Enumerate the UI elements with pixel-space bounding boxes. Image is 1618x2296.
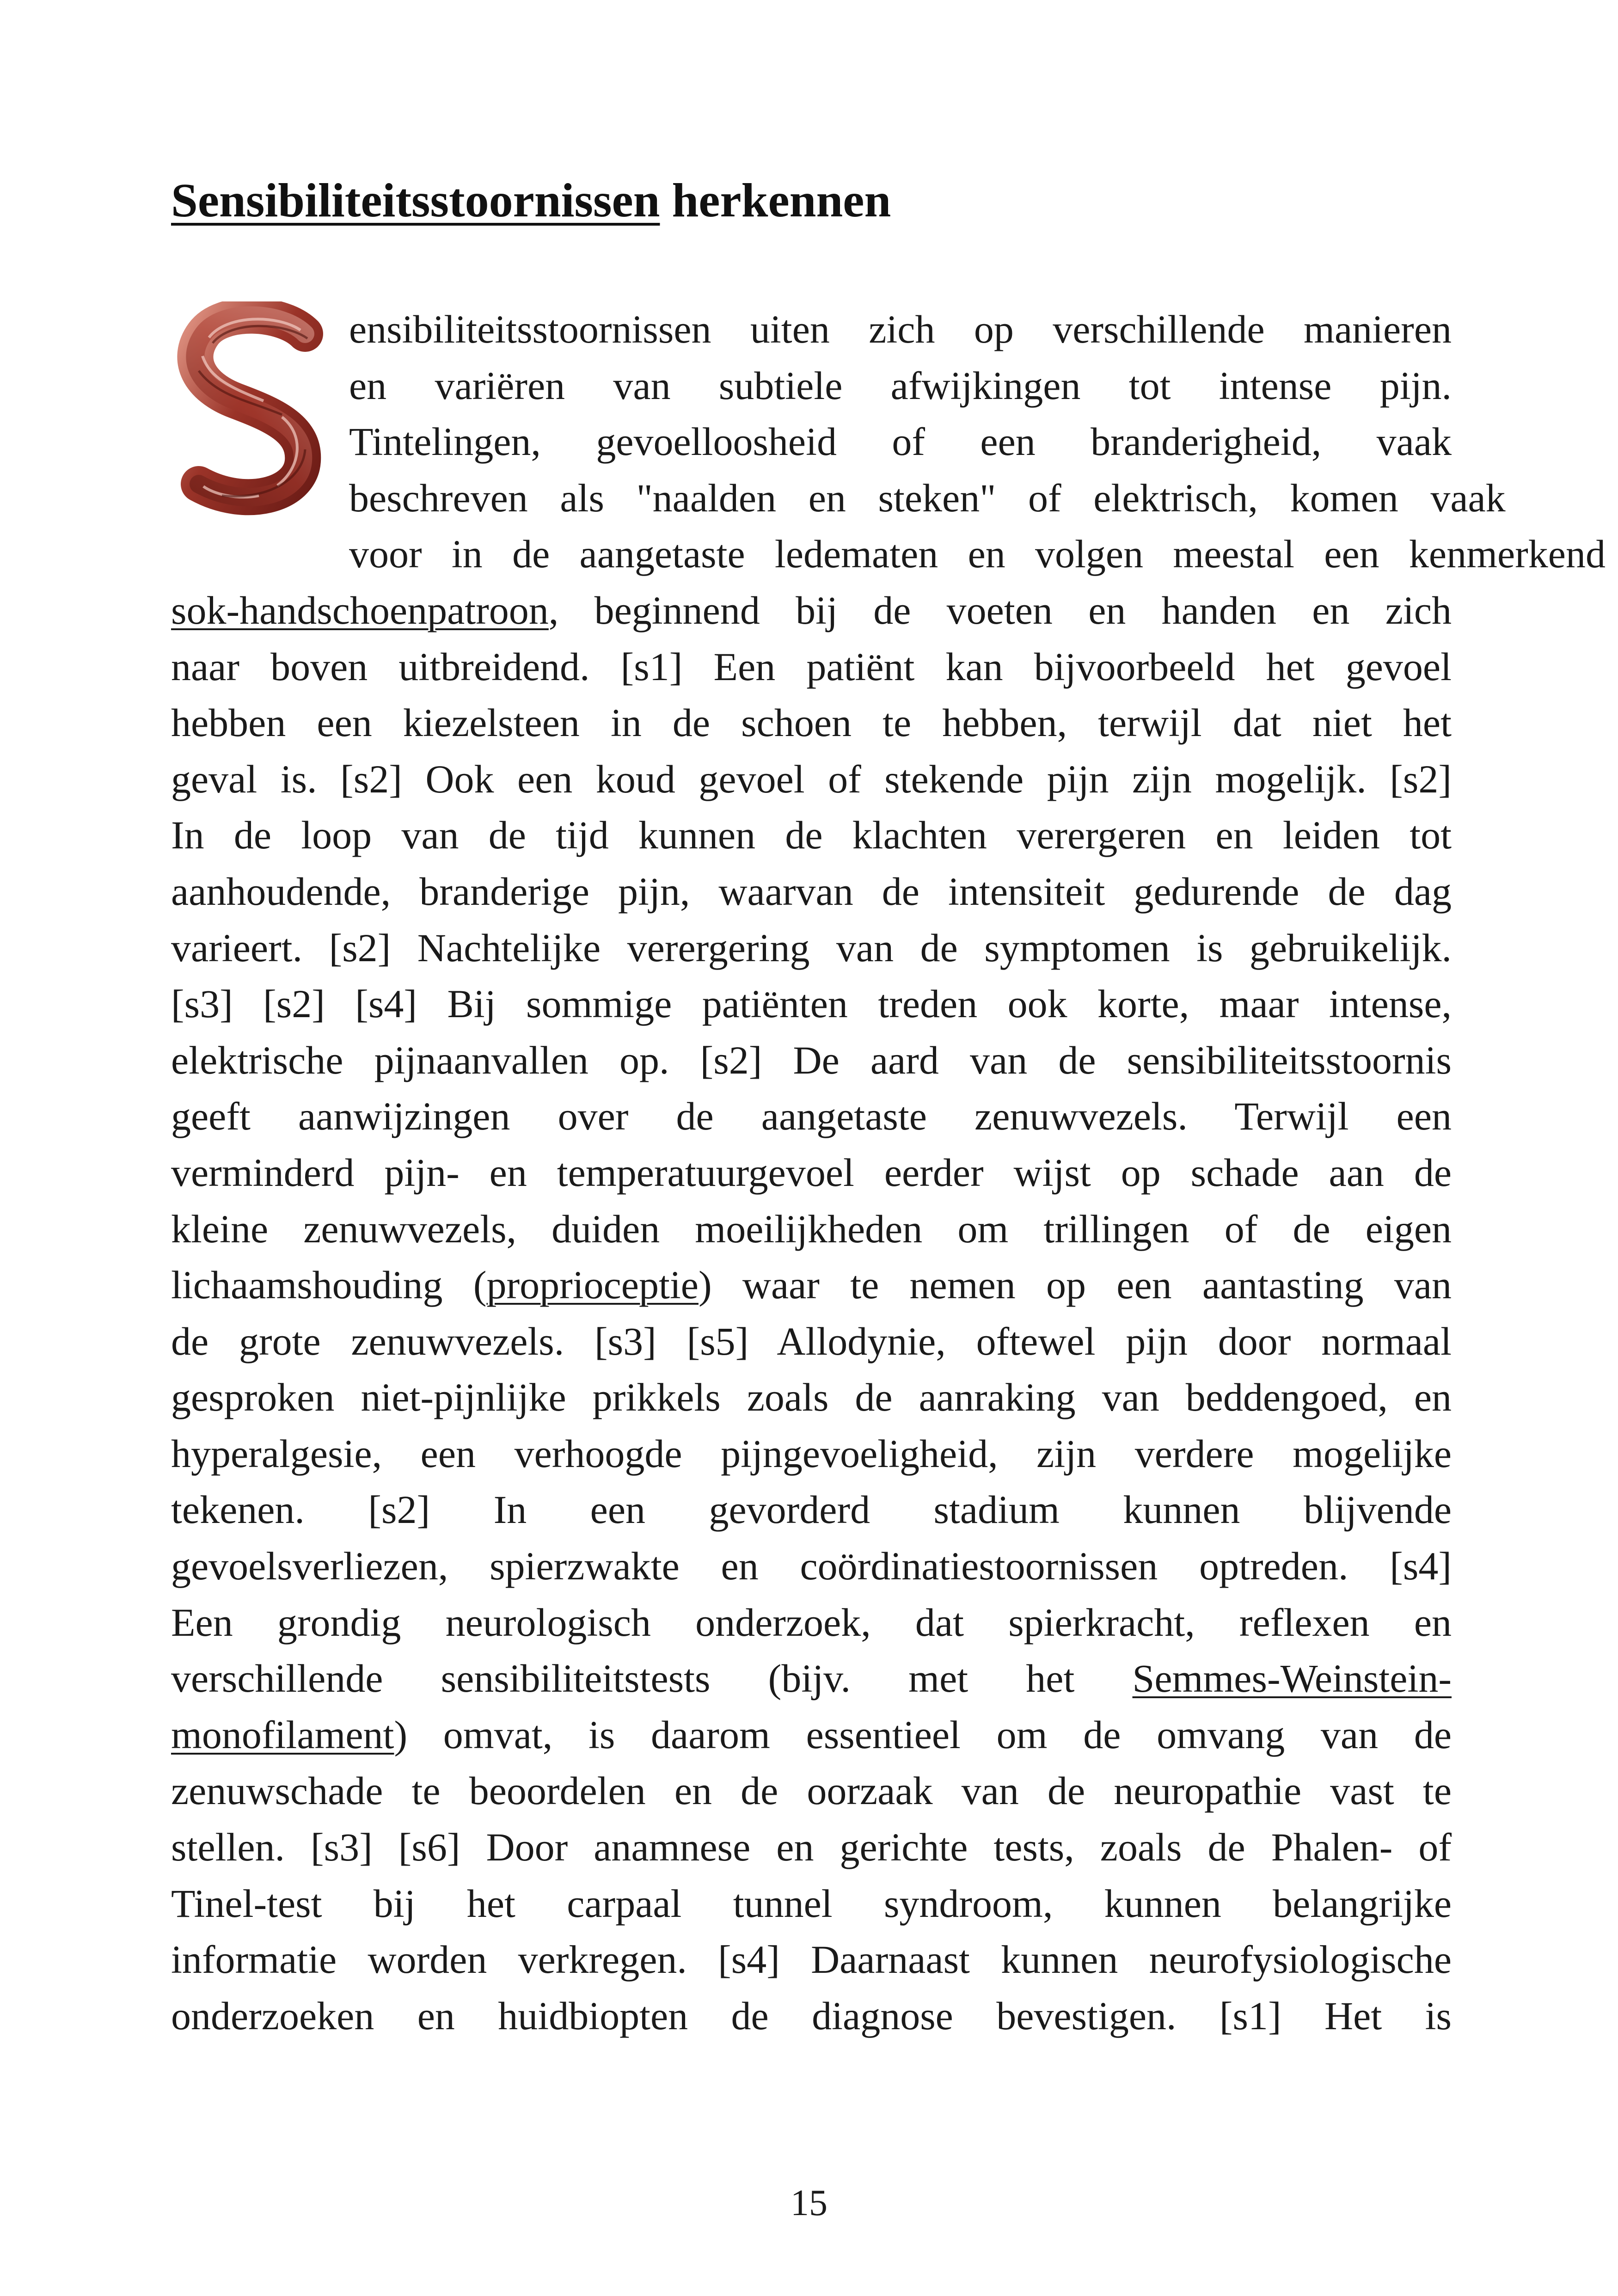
text-line: beschreven als "naalden en steken" of elektrisch, komen vaak [349,475,1506,520]
text-line [171,1651,1452,1707]
text-line: Een grondig neurologisch onderzoek, dat spierkracht, reflexen en [171,1600,1452,1645]
text-line: Tinel-test bij het carpaal tunnel syndroom, kunnen belangrijke [171,1881,1452,1926]
text-line: geeft aanwijzingen over de aangetaste zenuwvezels. Terwijl een [171,1094,1452,1139]
text-fragment: ) waar te nemen op een aantasting van [698,1263,1452,1308]
page-title [171,172,891,230]
link-semmes-weinstein[interactable]: Semmes-Weinstein- [1132,1656,1452,1701]
text-line: varieert. [s2] Nachtelijke verergering van de symptomen is gebruikelijk. [171,925,1452,970]
title-rest: herkennen [660,174,891,227]
text-line: zenuwschade te beoordelen en de oorzaak van de neuropathie vast te [171,1768,1452,1813]
text-line: gevoelsverliezen, spierzwakte en coördinatiestoornissen optreden. [s4] [171,1544,1452,1589]
text-line: elektrische pijnaanvallen op. [s2] De aard van de sensibiliteitsstoornis [171,1037,1452,1082]
link-sok-handschoenpatroon[interactable]: sok-handschoenpatroon [171,588,549,632]
text-line: verminderd pijn- en temperatuurgevoel eerder wijst op schade aan de [171,1150,1452,1195]
text-line: voor in de aangetaste ledematen en volgen meestal een kenmerkend [349,532,1606,577]
text-line: hyperalgesie, een verhoogde pijngevoeligheid, zijn verdere mogelijke [171,1431,1452,1476]
text-line: tekenen. [s2] In een gevorderd stadium kunnen blijvende [171,1487,1452,1532]
text-line: [s3] [s2] [s4] Bij sommige patiënten treden ook korte, maar intense, [171,982,1452,1026]
text-line: ensibiliteitsstoornissen uiten zich op verschillende manieren [349,307,1452,351]
text-line: naar boven uitbreidend. [s1] Een patiënt kan bijvoorbeeld het gevoel [171,644,1452,689]
text-line [171,583,1452,639]
text-line: gesproken niet-pijnlijke prikkels zoals de aanraking van beddengoed, en [171,1375,1452,1420]
text-line: In de loop van de tijd kunnen de klachten verergeren en leiden tot [171,813,1452,858]
title-underlined-term: Sensibiliteitsstoornissen [171,174,660,227]
link-monofilament[interactable]: monofilament [171,1712,394,1757]
text-fragment: verschillende sensibiliteitstests (bijv. met het [171,1656,1133,1701]
text-line: kleine zenuwvezels, duiden moeilijkheden om trillingen of de eigen [171,1206,1452,1251]
body-text [171,301,1606,2044]
text-line: hebben een kiezelsteen in de schoen te hebben, terwijl dat niet het [171,700,1452,745]
text-line: Tintelingen, gevoelloosheid of een branderigheid, vaak [349,419,1452,464]
text-line [171,1257,1452,1314]
text-line: informatie worden verkregen. [s4] Daarnaast kunnen neurofysiologische [171,1937,1452,1982]
text-line: de grote zenuwvezels. [s3] [s5] Allodynie, oftewel pijn door normaal [171,1319,1452,1363]
text-line: aanhoudende, branderige pijn, waarvan de intensiteit gedurende de dag [171,869,1452,914]
text-fragment: lichaamshouding ( [171,1263,487,1308]
text-line: geval is. [s2] Ook een koud gevoel of stekende pijn zijn mogelijk. [s2] [171,756,1452,801]
text-line: onderzoeken en huidbiopten de diagnose bevestigen. [s1] Het is [171,1993,1452,2038]
text-line: stellen. [s3] [s6] Door anamnese en gerichte tests, zoals de Phalen- of [171,1825,1452,1870]
text-line: en variëren van subtiele afwijkingen tot intense pijn. [349,363,1452,408]
link-proprioceptie[interactable]: proprioceptie [486,1263,699,1308]
text-fragment: , beginnend bij de voeten en handen en zich [548,588,1452,632]
muscle-letter-s-icon [166,301,342,519]
text-line [171,1707,1452,1763]
text-fragment: ) omvat, is daarom essentieel om de omvang van de [394,1712,1452,1757]
page-number: 15 [791,2183,827,2223]
dropcap-s [166,301,349,528]
